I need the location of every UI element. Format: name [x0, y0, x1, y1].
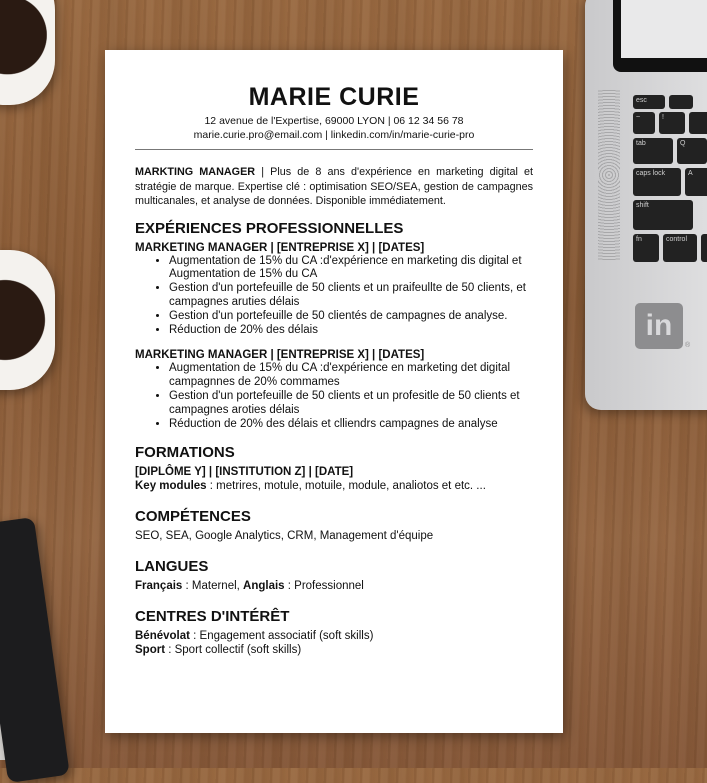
lang2-label: Anglais: [243, 580, 285, 593]
laptop-speaker-grille: [598, 90, 620, 260]
lang2-text: : Professionnel: [284, 580, 364, 593]
interet-item-2: [135, 643, 533, 657]
coffee-cup-middle: [0, 250, 55, 390]
list-item: • Gestion d'un portefeuille de 50 clients et un profesitle de 50 clients et campagnes aroties délais: [169, 390, 533, 418]
modules-text: : metrires, motule, motuile, module, analiotos et etc. ...: [206, 480, 486, 493]
laptop: esc ~ ! tab Q caps lock A shift fn control in ®: [585, 0, 707, 410]
cv-address: 12 avenue de l'Expertise, 69000 LYON | 06 12 34 56 78: [204, 115, 464, 127]
key-exclam: !: [659, 112, 685, 134]
cv-name: MARIE CURIE: [248, 83, 420, 111]
key-shift: shift: [633, 200, 693, 230]
summary-title: MARKTING MANAGER: [135, 166, 256, 178]
interet-1-text: : Engagement associatif (soft skills): [189, 630, 374, 643]
key-a: A: [685, 168, 707, 196]
smartphone: [0, 517, 70, 783]
list-item: • Réduction de 20% des délais et clliendrs campagnes de analyse: [169, 418, 533, 432]
interet-1-label: Bénévolat: [135, 630, 190, 643]
modules-line: [135, 479, 533, 493]
list-item: • Gestion d'un portefeuille de 50 clients et un praifeullte de 50 clients, et campagnes aruties délais: [169, 282, 533, 310]
job-title-2: MARKETING MANAGER | [ENTREPRISE X] | [DATES]: [135, 348, 425, 361]
key-q: Q: [677, 138, 707, 164]
interets-heading: CENTRES D'INTÉRÊT: [135, 608, 290, 626]
modules-label: Key modules: [135, 480, 207, 493]
job-1-bullets: [135, 255, 533, 338]
list-item: • Gestion d'un portefeuille de 50 clientés de campagnes de analyse.: [169, 310, 533, 324]
experience-heading: EXPÉRIENCES PROFESSIONNELLES: [135, 219, 404, 237]
key-fn: fn: [633, 234, 659, 262]
job-2-bullets: [135, 362, 533, 432]
linkedin-logo-icon: in: [635, 303, 683, 349]
job-title-1: MARKETING MANAGER | [ENTREPRISE X] | [DATES]: [135, 241, 425, 254]
key-tab: tab: [633, 138, 673, 164]
header-divider: [135, 149, 533, 150]
key-tilde: ~: [633, 112, 655, 134]
cv-document: [105, 50, 563, 733]
langues-heading: LANGUES: [135, 558, 209, 576]
cv-contact: marie.curie.pro@email.com | linkedin.com/in/marie-curie-pro: [193, 129, 475, 141]
interet-item-1: [135, 629, 533, 643]
coffee-cup-top: [0, 0, 55, 105]
interet-2-text: : Sport collectif (soft skills): [165, 644, 302, 657]
degree-line: [DIPLÔME Y] | [INSTITUTION Z] | [DATE]: [135, 466, 354, 479]
lang1-text: : Maternel,: [182, 580, 244, 593]
list-item: • Réduction de 20% des délais: [169, 324, 533, 338]
formations-heading: FORMATIONS: [135, 444, 235, 462]
laptop-screen: [613, 0, 707, 72]
key-caps-lock: caps lock: [633, 168, 681, 196]
interet-2-label: Sport: [135, 644, 166, 657]
lang1-label: Français: [135, 580, 183, 593]
cv-summary: [135, 165, 533, 209]
summary-text: | Plus de 8 ans d'expérience en marketing digital et stratégie de marque. Expertise clé : optimisation SEO/SEA, gestion de campagnes multicanales, et analyse de données. Disponible immédiatement.: [135, 166, 533, 207]
key-esc: esc: [633, 95, 665, 109]
list-item: • Augmentation de 15% du CA :d'expérience en marketing det digital campagnnes de 20% commames: [169, 362, 533, 390]
competences-heading: COMPÉTENCES: [135, 508, 251, 526]
list-item: • Augmentation de 15% du CA :d'expérience en marketing dis digital et Augmentation de 15% du CA: [169, 255, 533, 283]
langues-line: [135, 579, 533, 593]
key-control: control: [663, 234, 697, 262]
competences-text: SEO, SEA, Google Analytics, CRM, Management d'équipe: [135, 530, 434, 543]
